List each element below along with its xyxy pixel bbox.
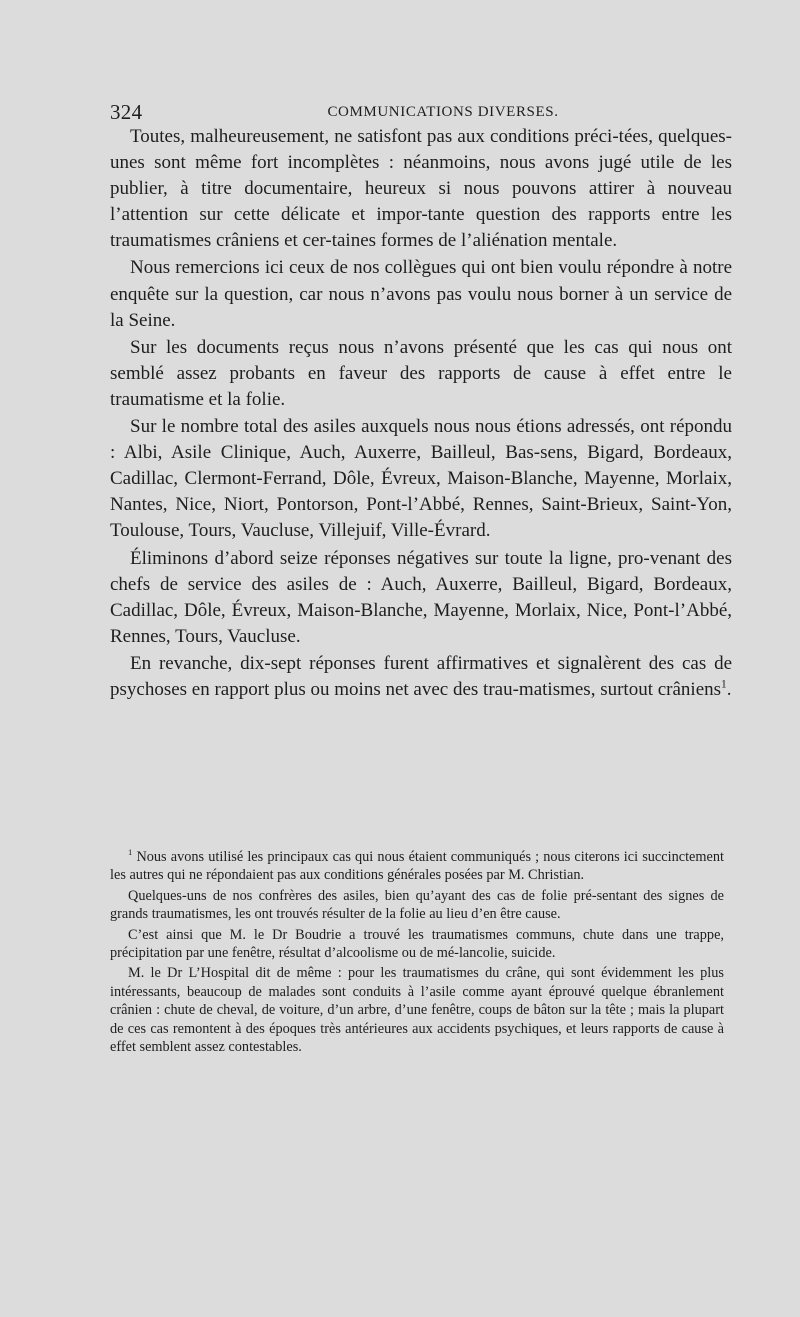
footnote-text: Nous avons utilisé les principaux cas qui nous étaient communiqués ; nous citerons ici succinctement les autres qui ne répondaient pas aux conditions générales posées par M. Christian.: [110, 849, 724, 884]
footnote-paragraph: [110, 848, 724, 885]
body-paragraph: Nous remercions ici ceux de nos collègues qui ont bien voulu répondre à notre enquête sur la question, car nous n’avons pas voulu nous borner à un service de la Seine.: [110, 257, 732, 331]
page-header: [110, 100, 730, 126]
body-paragraph: Sur le nombre total des asiles auxquels nous nous étions adressés, ont répondu : Albi, Asile Clinique, Auch, Auxerre, Bailleul, Bas-sens, Bigard, Bordeaux, Cadillac, Clermont-Ferrand, Dôle, Évreux, Maison-Blanche, Mayenne, Morlaix, Nantes, Nice, Niort, Pontorson, Pont-l’Abbé, Rennes, Saint-Brieux, Saint-Yon, Toulouse, Tours, Vaucluse, Villejuif, Ville-Évrard.: [110, 416, 732, 542]
body-paragraph-text: En revanche, dix-sept réponses furent affirmatives et signalèrent des cas de psychoses en rapport plus ou moins net avec des trau-matismes, surtout crâniens: [110, 652, 732, 700]
footnote-marker: 1: [128, 847, 133, 858]
body-paragraph: Sur les documents reçus nous n’avons présenté que les cas qui nous ont semblé assez probants en faveur des rapports de cause à effet entre le traumatisme et la folie.: [110, 336, 732, 410]
footnote-paragraph: C’est ainsi que M. le Dr Boudrie a trouvé les traumatismes communs, chute dans une trappe, précipitation par une fenêtre, résultat d’alcoolisme ou de mé-lancolie, suicide.: [110, 926, 724, 962]
body-paragraph: Toutes, malheureusement, ne satisfont pas aux conditions préci-tées, quelques-unes sont même fort incomplètes : néanmoins, nous avons jugé utile de les publier, à titre documentaire, heureux si nous pouvons attirer à nouveau l’attention sur cette délicate et impor-tante question des rapports entre les traumatismes crâniens et cer-taines formes de l’aliénation mentale.: [110, 126, 732, 252]
footnote-paragraph: M. le Dr L’Hospital dit de même : pour les traumatismes du crâne, qui sont évidemment les plus intéressants, beaucoup de malades sont conduits à l’asile comme ayant éprouvé quelque ébranlement crânien : chute de cheval, de voiture, d’un arbre, d’une fenêtre, coups de bâton sur la tête ; mais la plupart de ces cas remontent à des époques très antérieures aux accidents psychiques, et leurs rapports de cause à effet semblent assez contestables.: [110, 965, 724, 1056]
page-number: 324: [110, 100, 143, 124]
main-text: [110, 124, 732, 703]
body-paragraph-last: [110, 651, 732, 703]
final-punctuation: .: [726, 678, 732, 700]
running-title: COMMUNICATIONS DIVERSES.: [327, 104, 559, 120]
footnotes: [110, 848, 724, 1056]
body-paragraph: Éliminons d’abord seize réponses négatives sur toute la ligne, pro-venant des chefs de service des asiles de : Auch, Auxerre, Bailleul, Bigard, Bordeaux, Cadillac, Dôle, Évreux, Maison-Blanche, Mayenne, Morlaix, Nice, Pont-l’Abbé, Rennes, Tours, Vaucluse.: [110, 547, 732, 647]
footnote-paragraph: Quelques-uns de nos confrères des asiles, bien qu’ayant des cas de folie pré-sentant des signes de grands traumatismes, les ont trouvés résulter de la folie au lieu d’en être cause.: [110, 887, 724, 923]
footnote-reference: 1: [721, 678, 727, 691]
